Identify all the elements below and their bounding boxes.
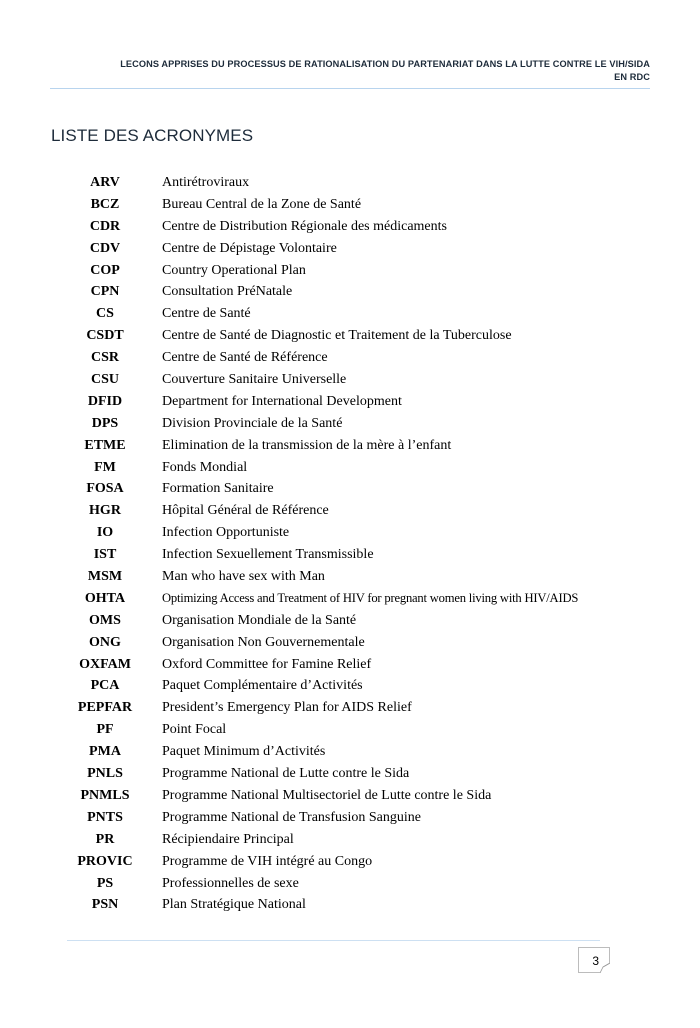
- acronym-row: [0, 219, 578, 241]
- acronym-row: [0, 876, 578, 898]
- acronym-definition: Paquet Complémentaire d’Activités: [162, 678, 363, 694]
- acronym-code: PNTS: [87, 809, 123, 825]
- acronym-row: [0, 284, 578, 306]
- acronym-row: [0, 678, 578, 700]
- acronym-definition: Division Provinciale de la Santé: [162, 415, 343, 431]
- acronym-row: [0, 613, 578, 635]
- acronym-code: MSM: [87, 569, 123, 585]
- acronym-code: PF: [96, 722, 114, 738]
- running-header-line-1: LECONS APPRISES DU PROCESSUS DE RATIONALISATION DU PARTENARIAT DANS LA LUTTE CONTRE LE VIH/SIDA: [120, 59, 650, 69]
- page-number-box: [578, 947, 610, 973]
- acronym-definition: Infection Sexuellement Transmissible: [162, 547, 374, 563]
- acronym-definition: Infection Opportuniste: [162, 525, 290, 541]
- acronym-code: CSU: [90, 372, 119, 388]
- acronym-row: [0, 700, 578, 722]
- acronym-code: CSR: [90, 350, 119, 366]
- section-title: LISTE DES ACRONYMES: [51, 126, 254, 145]
- acronym-row: [0, 832, 578, 854]
- acronym-row: [0, 525, 578, 547]
- acronym-row: [0, 854, 578, 876]
- acronym-row: [0, 744, 578, 766]
- acronym-code: PCA: [90, 678, 120, 694]
- acronym-row: [0, 438, 578, 460]
- acronym-code: OXFAM: [79, 656, 131, 672]
- acronym-code: PROVIC: [77, 853, 133, 869]
- acronym-definition: Elimination de la transmission de la mère à l’enfant: [162, 437, 452, 453]
- acronym-row: [0, 263, 578, 285]
- acronym-definition: Consultation PréNatale: [162, 284, 293, 300]
- acronym-definition: Department for International Development: [162, 393, 402, 409]
- acronym-row: [0, 372, 578, 394]
- acronym-code: CS: [96, 306, 114, 322]
- acronym-definition: Programme National Multisectoriel de Lutte contre le Sida: [162, 787, 492, 803]
- acronym-code: FM: [94, 459, 116, 475]
- acronym-definition: Programme de VIH intégré au Congo: [162, 853, 373, 869]
- acronym-definition: Centre de Santé de Référence: [162, 350, 328, 366]
- acronym-row: [0, 350, 578, 372]
- page-curl-icon: [600, 963, 610, 973]
- acronym-code: OHTA: [84, 590, 126, 606]
- acronym-row: [0, 897, 578, 919]
- running-header-line-2: EN RDC: [614, 72, 650, 82]
- acronym-row: [0, 328, 578, 350]
- acronym-definition: Organisation Mondiale de la Santé: [162, 612, 357, 628]
- acronym-row: [0, 394, 578, 416]
- acronym-row: [0, 722, 578, 744]
- acronym-code: DFID: [87, 393, 123, 409]
- acronym-definition: Oxford Committee for Famine Relief: [162, 656, 372, 672]
- acronym-code: PS: [96, 875, 114, 891]
- acronym-code: HGR: [89, 503, 121, 519]
- acronym-definition: Bureau Central de la Zone de Santé: [162, 196, 362, 212]
- acronym-row: [0, 197, 578, 219]
- acronym-definition: Optimizing Access and Treatment of HIV for pregnant women living with HIV/AIDS: [162, 590, 579, 605]
- acronym-definition: Paquet Minimum d’Activités: [162, 744, 326, 760]
- acronym-row: [0, 416, 578, 438]
- acronym-definition: Country Operational Plan: [162, 262, 306, 278]
- acronym-definition: President’s Emergency Plan for AIDS Relief: [162, 700, 412, 716]
- acronym-code: CDV: [89, 240, 121, 256]
- acronym-row: [0, 810, 578, 832]
- acronym-row: [0, 657, 578, 679]
- acronym-code: CDR: [89, 218, 121, 234]
- acronym-code: ONG: [89, 634, 121, 650]
- page-number: 3: [592, 954, 599, 968]
- acronym-definition: Antirétroviraux: [162, 175, 250, 190]
- acronym-row: [0, 591, 578, 613]
- acronym-code: PMA: [89, 744, 121, 760]
- acronym-row: [0, 503, 578, 525]
- acronym-definition: Centre de Distribution Régionale des médicaments: [162, 218, 447, 234]
- acronym-definition: Point Focal: [162, 722, 227, 738]
- acronym-code: ETME: [84, 437, 126, 453]
- acronym-row: [0, 635, 578, 657]
- acronym-code: PNLS: [87, 766, 123, 782]
- acronym-code: IST: [93, 547, 117, 563]
- acronym-definition: Plan Stratégique National: [162, 897, 306, 913]
- acronym-definition: Centre de Dépistage Volontaire: [162, 240, 337, 256]
- acronym-code: COP: [90, 262, 120, 278]
- acronym-definition: Professionnelles de sexe: [162, 875, 299, 891]
- acronym-code: PR: [95, 831, 115, 847]
- acronym-row: [0, 766, 578, 788]
- acronym-definition: Formation Sanitaire: [162, 481, 274, 497]
- acronym-definition: Hôpital Général de Référence: [162, 503, 329, 519]
- acronym-code: BCZ: [90, 196, 120, 212]
- header-divider: [50, 88, 650, 89]
- acronym-row: [0, 481, 578, 503]
- acronym-row: [0, 788, 578, 810]
- acronym-row: [0, 241, 578, 263]
- acronym-definition: Centre de Santé: [162, 306, 251, 322]
- running-header: [50, 58, 650, 84]
- acronym-code: OMS: [89, 612, 121, 628]
- acronym-definition: Récipiendaire Principal: [162, 831, 294, 847]
- acronym-definition: Organisation Non Gouvernementale: [162, 634, 365, 650]
- acronym-code: FOSA: [86, 481, 124, 497]
- acronym-definition: Programme National de Lutte contre le Sida: [162, 766, 410, 782]
- acronym-code: PSN: [91, 897, 119, 913]
- acronym-row: [0, 547, 578, 569]
- acronym-list: [0, 175, 578, 919]
- acronym-definition: Fonds Mondial: [162, 459, 248, 475]
- acronym-code: CPN: [90, 284, 120, 300]
- acronym-definition: Couverture Sanitaire Universelle: [162, 372, 347, 388]
- acronym-row: [0, 306, 578, 328]
- footer-divider: [67, 940, 600, 941]
- acronym-row: [0, 569, 578, 591]
- acronym-definition: Man who have sex with Man: [162, 569, 325, 585]
- acronym-code: ARV: [90, 175, 120, 190]
- acronym-row: [0, 175, 578, 197]
- acronym-definition: Programme National de Transfusion Sanguine: [162, 809, 421, 825]
- acronym-code: DPS: [91, 415, 119, 431]
- acronym-definition: Centre de Santé de Diagnostic et Traitement de la Tuberculose: [162, 328, 512, 344]
- acronym-code: PNMLS: [80, 787, 130, 803]
- acronym-code: PEPFAR: [77, 700, 133, 716]
- acronym-code: IO: [96, 525, 114, 541]
- acronym-row: [0, 460, 578, 482]
- acronym-code: CSDT: [86, 328, 124, 344]
